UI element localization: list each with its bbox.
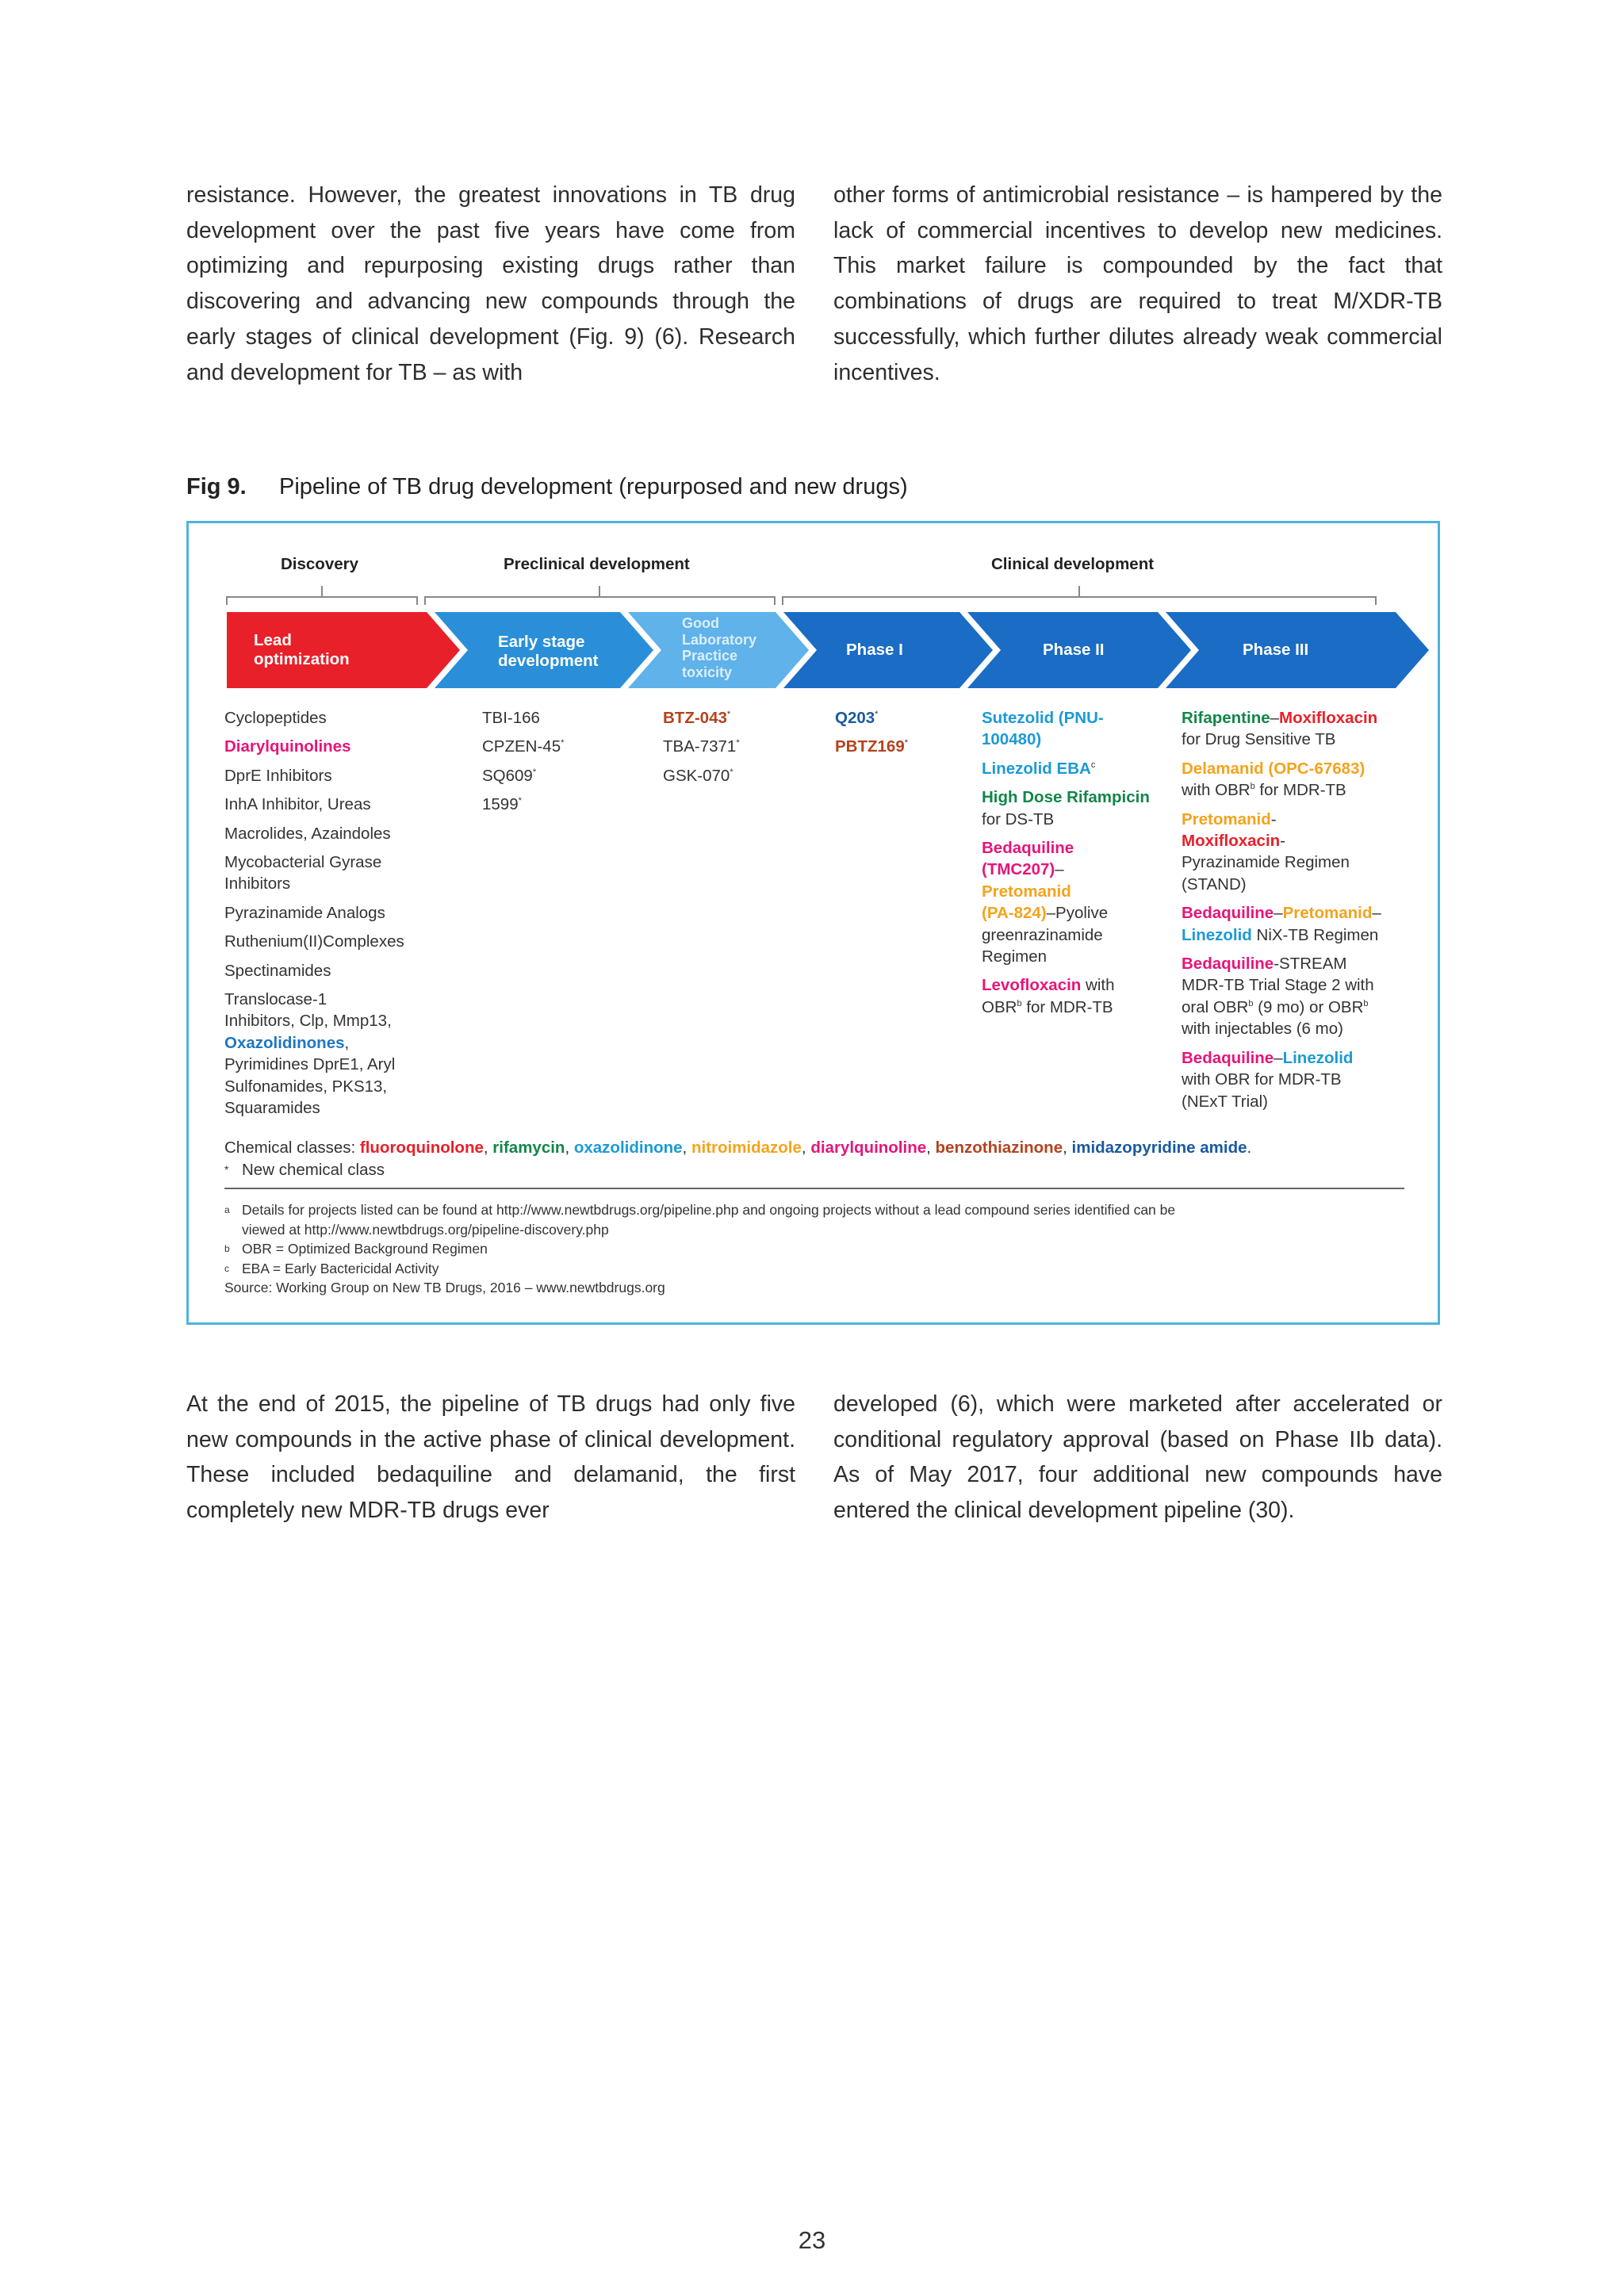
class-nitroimidazole: nitroimidazole [691,1138,802,1157]
figure-label: Fig 9. [186,474,247,499]
new-class-marker: * [736,738,740,748]
drug-name: Linezolid [1182,925,1252,944]
footnote-marker: b [1250,782,1255,792]
list-item-line: (STAND) [1182,874,1247,894]
arrow-label-glp-line1: Good [682,615,719,631]
drug-name: Rifapentine [1182,709,1270,727]
list-phase-3 [1182,707,1381,1119]
dash-text: – [1270,709,1280,727]
new-class-marker: * [224,1163,229,1176]
list-item-line [1182,809,1381,830]
list-item [982,786,1150,830]
oxazolidinones-text: Oxazolidinones [224,1033,345,1052]
list-item [982,837,1150,967]
figure-box [186,521,1440,1325]
stage-header-preclinical: Preclinical development [504,555,690,573]
footnote-text: OBR = Optimized Background Regimen [242,1241,488,1257]
list-item-line: Pyrimidines DprE1, Aryl [224,1055,396,1074]
list-item-line: Sulfonamides, PKS13, [224,1077,388,1096]
list-item-line: greenrazinamide [982,925,1103,944]
obr-text: OBR [982,997,1017,1016]
drug-code: (TMC207) [982,860,1055,879]
drug-name: Bedaquiline [1182,1048,1274,1067]
figure-footnotes [224,1200,1175,1298]
list-item [663,736,740,757]
dash-text: – [1274,904,1283,923]
footnote-c [224,1259,1175,1279]
list-item-line [982,974,1150,996]
drug-name: Moxifloxacin [1182,832,1281,851]
class-rifamycin: rifamycin [492,1138,565,1157]
new-class-marker: * [904,738,909,748]
list-item [482,765,564,786]
list-phase-1 [835,707,908,765]
list-item [982,707,1150,751]
list-item [663,765,740,786]
regimen-text: oral OBR [1182,997,1249,1016]
regimen-text: (9 mo) or OBR [1253,997,1364,1016]
separator: , [1063,1138,1072,1157]
list-item-line: Pretomanid [982,882,1071,901]
list-item-line [1182,997,1381,1018]
arrow-label-glp-line2: Laboratory [682,631,757,648]
list-item [224,989,404,1119]
list-item-line: Delamanid (OPC-67683) [1182,759,1365,778]
arrow-label-lead-line1: Lead [254,631,292,649]
separator: , [565,1138,574,1157]
footnote-text [242,1200,1175,1239]
class-diarylquinoline: diarylquinoline [810,1138,927,1157]
bracket-clinical [783,597,1376,605]
new-class-marker: * [875,710,879,720]
arrow-label-phase-2: Phase II [1043,641,1105,659]
drug-name: Linezolid [1282,1048,1354,1067]
regimen-text: –Pyolive [1046,904,1109,923]
list-item-line: 100480) [982,730,1042,749]
list-item-line [1182,779,1381,801]
stage-header-discovery: Discovery [281,555,359,573]
figure-source: Source: Working Group on New TB Drugs, 2016 – www.newtbdrugs.org [224,1280,665,1295]
list-early-stage [482,707,564,823]
arrow-label-lead-line2: optimization [254,650,350,668]
dash-text: - [1280,832,1285,851]
list-item-line: Inhibitors, Clp, Mmp13, [224,1012,392,1031]
regimen-text: NiX-TB Regimen [1251,925,1379,944]
list-item: DprE Inhibitors [224,766,332,785]
stage-brackets [227,586,1376,605]
list-item-line: Sutezolid (PNU- [982,709,1104,727]
figure-title: Pipeline of TB drug development (repurposed and new drugs) [279,474,908,499]
dash-text: – [1055,860,1064,879]
period: . [1247,1138,1252,1157]
footnote-b [224,1239,1175,1259]
list-item [982,758,1150,779]
drug-code: (PA-824) [982,904,1047,923]
list-item [1182,1047,1381,1112]
list-glp-toxicity [663,707,740,794]
arrow-label-early-line2: development [498,652,599,670]
chemical-classes-legend [224,1137,1251,1158]
class-fluoroquinolone: fluoroquinolone [359,1138,484,1157]
list-item: Ruthenium(II)Complexes [224,932,404,951]
drug-name: Linezolid EBA [982,759,1091,778]
list-item-line: for DS-TB [982,809,1055,828]
list-item-line: with injectables (6 mo) [1182,1020,1343,1039]
dash-text: - [1270,809,1277,828]
bracket-discovery [227,597,417,605]
footnote-marker: b [1363,999,1369,1009]
body-text-bottom-right: developed (6), which were marketed after accelerated or conditional regulatory approval (based on Phase IIb data). As of May 2017, four additional new compounds have entered the clinical development pipeline (30). [833,1391,1442,1524]
list-item [482,707,564,729]
list-item-line: Squaramides [224,1099,320,1118]
regimen-text: for MDR-TB [1021,997,1113,1016]
new-class-marker: * [561,738,565,748]
drug-name: Bedaquiline [1182,904,1274,923]
footnote-text: EBA = Early Bactericidal Activity [242,1260,439,1276]
new-class-marker: * [518,796,522,806]
arrow-label-phase-1: Phase I [846,641,903,659]
list-item [835,736,908,757]
footnote-marker: c [1090,760,1096,770]
class-imidazopyridine-amide: imidazopyridine amide [1071,1138,1247,1157]
list-item: Pyrazinamide Analogs [224,903,385,922]
regimen-text: with [1081,976,1115,995]
list-item-line: Regimen [982,947,1048,966]
new-class-marker: * [730,767,733,777]
separator: , [682,1138,691,1157]
drug-name: SQ609 [482,766,533,785]
arrow-label-early-line1: Early stage [498,633,585,651]
comma-text: , [344,1033,350,1052]
class-oxazolidinone: oxazolidinone [573,1138,683,1157]
chemical-classes-label: Chemical classes: [224,1138,360,1157]
list-item: Spectinamides [224,961,331,980]
arrow-label-phase-3: Phase III [1243,641,1309,659]
footnote-marker: b [1248,999,1254,1009]
drug-name: TBA-7371 [663,737,737,756]
list-item-line [1182,902,1381,924]
list-lead-optimization [224,707,404,1127]
footnote-line: Details for projects listed can be found at http://www.newtbdrugs.org/pipeline.php and ongoing projects without a lead compound series identified can be [242,1202,1176,1218]
drug-name: Pretomanid [1282,904,1373,923]
class-benzothiazinone: benzothiazinone [935,1138,1063,1157]
drug-name: BTZ-043 [663,709,727,727]
drug-name: PBTZ169 [835,737,905,756]
list-item-line [1182,924,1381,946]
list-item-line [224,1032,404,1054]
list-item-line [1182,830,1381,851]
list-item: InhA Inhibitor, Ureas [224,795,371,814]
body-text-top-right: other forms of antimicrobial resistance – is hampered by the lack of commercial incentives to develop new medicines. This market failure is compounded by the fact that combinations of drugs are required to treat M/XDR-TB successfully, which further dilutes already weak commercial incentives. [833,182,1442,385]
list-item-line [982,859,1150,880]
footnote-a [224,1200,1175,1239]
drug-name: Levofloxacin [982,976,1082,995]
list-item-line: Inhibitors [224,874,291,894]
drug-name: Pretomanid [1182,809,1271,828]
list-item [224,851,404,895]
separator: , [483,1138,493,1157]
body-text-bottom-left: At the end of 2015, the pipeline of TB drugs had only five new compounds in the active phase of clinical development. These included bedaquiline and delamanid, the first completely new MDR-TB drugs ever [186,1391,795,1524]
list-item: Cyclopeptides [224,709,327,727]
figure-caption [186,471,908,503]
footnote-line: viewed at http://www.newtbdrugs.org/pipeline-discovery.php [242,1221,609,1238]
drug-name: TBI-166 [482,709,540,727]
list-item-line [1182,953,1381,974]
list-item-line: Pyrazinamide Regimen [1182,853,1350,872]
list-item [982,974,1150,1018]
arrow-label-glp-line3: Practice [682,648,738,664]
obr-text: with OBR [1182,781,1251,800]
drug-name: Moxifloxacin [1279,709,1378,727]
list-item-line: with OBR for MDR-TB [1182,1070,1342,1089]
list-item-line [982,997,1150,1018]
new-class-text: New chemical class [242,1161,385,1179]
list-item [482,794,564,815]
stage-header-clinical: Clinical development [991,555,1155,573]
list-item [663,707,740,729]
separator: , [801,1138,811,1157]
body-text-top-left: resistance. However, the greatest innovations in TB drug development over the past five years have come from optimizing and repurposing existing drugs rather than discovering and advancing new compounds through the early stages of clinical development (Fig. 9) (6). Research and development for TB – as with [186,182,795,385]
arrow-label-glp-line4: toxicity [682,664,733,680]
arrow-label-glp [682,615,756,680]
list-item [482,736,564,757]
list-item-line: MDR-TB Trial Stage 2 with [1182,976,1374,995]
drug-name: Q203 [835,709,875,727]
drug-name: GSK-070 [663,766,730,785]
list-item [1182,758,1381,802]
list-item-line: Mycobacterial Gyrase [224,853,382,872]
list-item [1182,902,1381,946]
footnote-marker: b [1017,999,1022,1009]
list-item-line: (NExT Trial) [1182,1092,1268,1111]
new-class-marker: * [726,710,731,720]
drug-name: Bedaquiline [1182,955,1274,974]
list-phase-2 [982,707,1150,1025]
list-item: Diarylquinolines [224,737,351,756]
drug-name: CPZEN-45 [482,737,561,756]
footnote-marker: c [224,1262,229,1274]
figure-divider [224,1188,1404,1189]
list-item-line: Translocase-1 [224,990,327,1009]
list-item-line [1182,707,1381,729]
separator: , [926,1138,936,1157]
new-class-marker: * [532,767,537,777]
list-item-line: for Drug Sensitive TB [1182,730,1336,749]
arrow-label-early [498,633,598,671]
regimen-text: -STREAM [1274,955,1347,974]
list-item-line [1182,1047,1381,1069]
footnote-marker: a [224,1204,230,1215]
list-item [835,707,908,729]
list-item [1182,707,1381,751]
page-number: 23 [798,2226,826,2254]
list-item: Macrolides, Azaindoles [224,824,391,843]
arrow-label-lead [254,631,350,669]
list-item [1182,809,1381,896]
footnote-marker: b [224,1243,230,1254]
list-item-line: High Dose Rifampicin [982,788,1150,807]
regimen-text: for MDR-TB [1254,781,1346,800]
new-class-legend [224,1159,385,1181]
list-item-line: Bedaquiline [982,839,1074,858]
dash-text: – [1274,1048,1283,1067]
list-item-line [982,902,1150,924]
list-item [1182,953,1381,1040]
dash-text: – [1372,904,1381,923]
bracket-preclinical [425,597,775,605]
drug-name: 1599 [482,795,519,814]
